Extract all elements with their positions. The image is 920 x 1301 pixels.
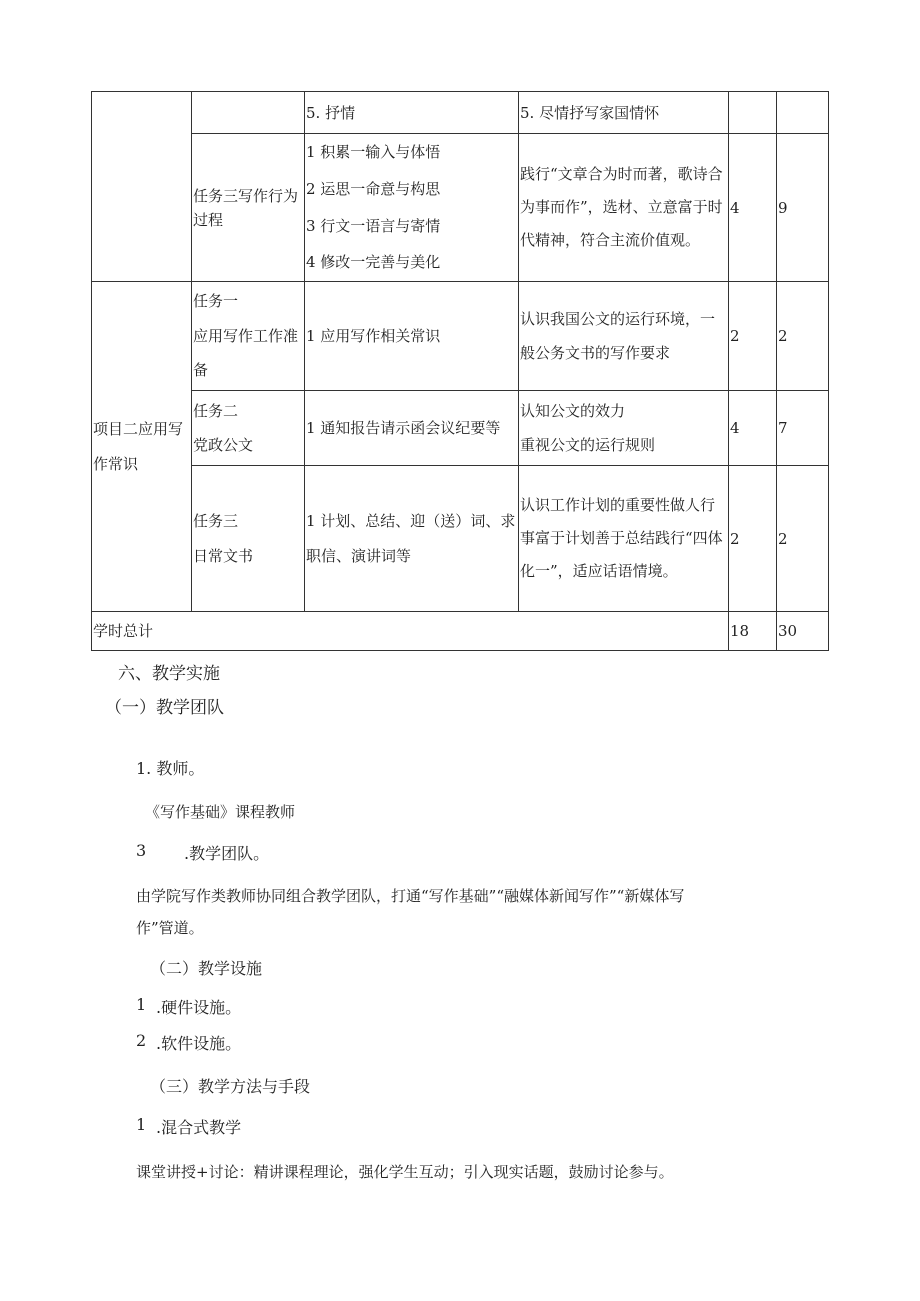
task-title: 任务一: [193, 292, 239, 311]
table-row: [92, 466, 829, 612]
table-row: [92, 282, 829, 391]
list-item-heading: .硬件设施。: [156, 998, 242, 1017]
content-cell: [305, 134, 519, 282]
subsection-heading: （二）教学设施: [150, 959, 263, 978]
table-row: [92, 134, 829, 282]
total-label: 学时总计: [92, 612, 729, 651]
project-cell: 项目二应用写作常识: [92, 282, 192, 612]
list-item-number: 3: [136, 841, 147, 860]
subsection-heading: （一）教学团队: [105, 698, 224, 718]
hours-1-cell: 4: [729, 134, 777, 282]
list-item-heading: .软件设施。: [156, 1034, 242, 1053]
list-item-heading: 1. 教师。: [136, 759, 205, 778]
table-row: [92, 92, 829, 134]
goal-line: 认知公文的效力: [520, 401, 626, 420]
task-cell: [192, 466, 305, 612]
task-title: 任务三: [193, 512, 239, 530]
goal-cell: 认识工作计划的重要性做人行事富于计划善于总结践行“四体化一”，适应话语情境。: [519, 466, 729, 612]
goal-cell: [519, 391, 729, 466]
content-line: 4 修改一完善与美化: [306, 253, 441, 272]
total-hours-2: 30: [777, 612, 829, 651]
hours-1-cell: [729, 92, 777, 134]
hours-2-cell: [777, 92, 829, 134]
hours-2-cell: 7: [777, 391, 829, 466]
task-cell: 任务三写作行为过程: [192, 134, 305, 282]
paragraph: 课堂讲授+讨论：精讲课程理论，强化学生互动；引入现实话题，鼓励讨论参与。: [136, 1163, 674, 1181]
goal-cell: 5. 尽情抒写家国情怀: [519, 92, 729, 134]
paragraph-line: 作”管道。: [136, 919, 204, 937]
hours-2-cell: 2: [777, 282, 829, 391]
task-subtitle: 党政公文: [193, 436, 254, 454]
hours-2-cell: 9: [777, 134, 829, 282]
goal-cell: 认识我国公文的运行环境，一般公务文书的写作要求: [519, 282, 729, 391]
list-item-heading: .教学团队。: [184, 844, 270, 863]
hours-1-cell: 4: [729, 391, 777, 466]
task-cell: [192, 282, 305, 391]
total-hours-1: 18: [729, 612, 777, 651]
content-cell: 1 通知报告请示函会议纪要等: [305, 391, 519, 466]
content-cell: 1 应用写作相关常识: [305, 282, 519, 391]
table-row-total: [92, 612, 829, 651]
task-cell: [192, 391, 305, 466]
section-heading: 六、教学实施: [118, 664, 220, 684]
curriculum-table: [91, 91, 829, 651]
content-line: 2 运思一命意与构思: [306, 179, 441, 198]
list-item-number: 2: [136, 1031, 147, 1050]
task-cell-empty: [192, 92, 305, 134]
task-subtitle: 日常文书: [193, 546, 254, 565]
subsection-heading: （三）教学方法与手段: [150, 1077, 311, 1096]
list-item-heading: .混合式教学: [156, 1118, 242, 1137]
content-line: 3 行文一语言与寄情: [306, 216, 441, 235]
hours-1-cell: 2: [729, 466, 777, 612]
list-item-number: 1: [136, 995, 147, 1014]
task-subtitle: 应用写作工作准备: [193, 326, 299, 380]
goal-cell: 践行“文章合为时而著，歌诗合为事而作”，选材、立意富于时代精神，符合主流价值观。: [519, 134, 729, 282]
list-item-number: 1: [136, 1115, 147, 1134]
hours-1-cell: 2: [729, 282, 777, 391]
paragraph-line: 由学院写作类教师协同组合教学团队，打通“写作基础”“融媒体新闻写作”“新媒体写: [136, 887, 685, 905]
content-cell: 5. 抒情: [305, 92, 519, 134]
hours-2-cell: 2: [777, 466, 829, 612]
content-line: 1 积累一输入与体悟: [306, 143, 441, 161]
project-cell-empty: [92, 92, 192, 282]
paragraph: 《写作基础》课程教师: [145, 803, 296, 821]
goal-line: 重视公文的运行规则: [520, 436, 656, 454]
table-row: [92, 391, 829, 466]
task-title: 任务二: [193, 401, 239, 420]
content-cell: 1 计划、总结、迎（送）词、求职信、演讲词等: [305, 466, 519, 612]
